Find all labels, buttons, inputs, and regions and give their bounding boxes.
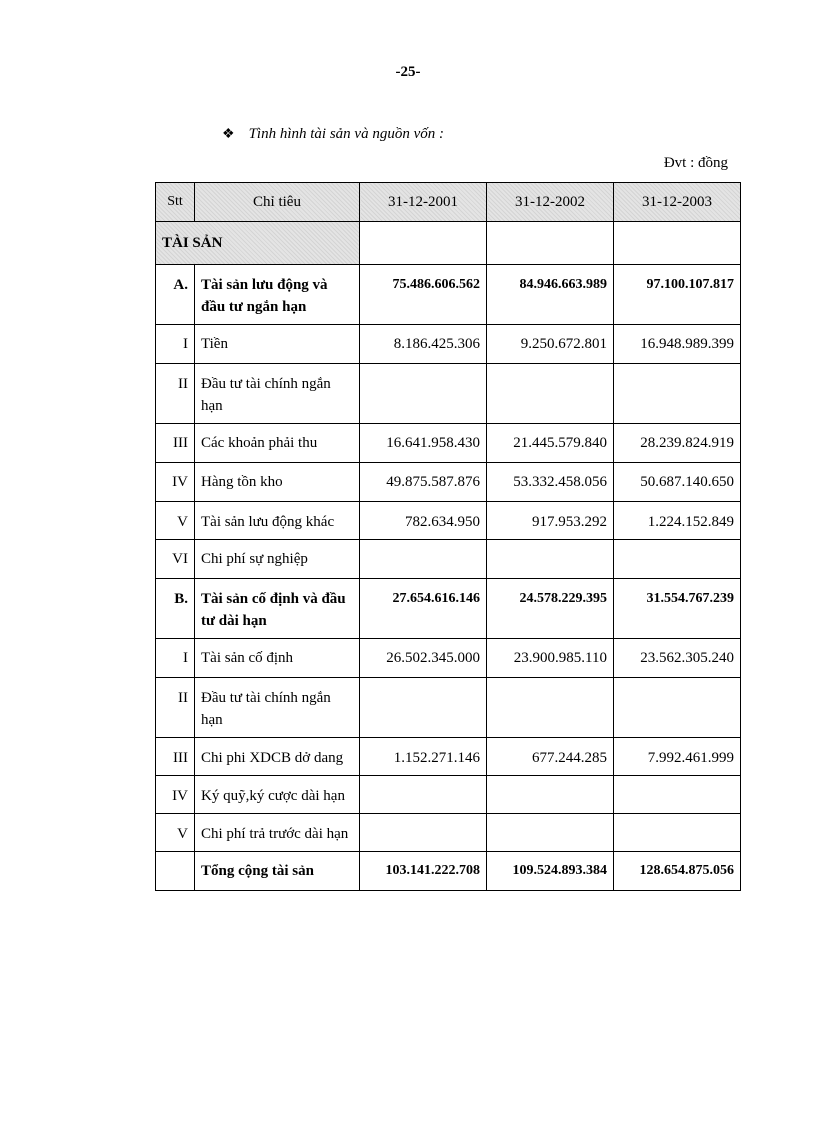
row-value-2001: 782.634.950: [360, 502, 487, 540]
row-value-2002: [487, 678, 614, 738]
row-value-2001: 103.141.222.708: [360, 852, 487, 891]
row-value-2001: 26.502.345.000: [360, 639, 487, 678]
row-name: Tài sản cố định và đầu tư dài hạn: [195, 579, 360, 639]
row-value-2003: 97.100.107.817: [614, 265, 741, 325]
row-stt: A.: [156, 265, 195, 325]
assets-table: [155, 182, 741, 891]
row-value-2002: [487, 540, 614, 579]
row-stt: II: [156, 364, 195, 424]
row-name: Tài sản lưu động và đầu tư ngắn hạn: [195, 265, 360, 325]
row-value-2001: 75.486.606.562: [360, 265, 487, 325]
row-value-2002: 917.953.292: [487, 502, 614, 540]
row-value-2003: [614, 540, 741, 579]
row-name: Ký quỹ,ký cược dài hạn: [195, 776, 360, 814]
table-row: [156, 325, 741, 364]
row-name: Hàng tồn kho: [195, 463, 360, 502]
total-row: [156, 852, 741, 891]
header-2003: 31-12-2003: [614, 183, 741, 222]
row-value-2001: [360, 364, 487, 424]
table-cell: [360, 222, 487, 265]
row-name: Tiền: [195, 325, 360, 364]
table-row: [156, 579, 741, 639]
row-stt: VI: [156, 540, 195, 579]
row-stt: I: [156, 325, 195, 364]
header-name: Chỉ tiêu: [195, 183, 360, 222]
section-title: Tình hình tài sản và nguồn vốn :: [248, 126, 444, 142]
row-name: Các khoản phải thu: [195, 424, 360, 463]
row-value-2003: 16.948.989.399: [614, 325, 741, 364]
unit-label: Đvt : đồng: [663, 155, 728, 171]
row-stt: IV: [156, 776, 195, 814]
row-name: Tài sản cố định: [195, 639, 360, 678]
row-value-2002: 21.445.579.840: [487, 424, 614, 463]
table-row: [156, 639, 741, 678]
row-value-2003: 50.687.140.650: [614, 463, 741, 502]
table-row: [156, 738, 741, 776]
page-number: -25-: [395, 64, 421, 80]
row-stt: II: [156, 678, 195, 738]
diamond-bullet-icon: ❖: [222, 127, 235, 142]
row-stt: B.: [156, 579, 195, 639]
row-value-2003: 1.224.152.849: [614, 502, 741, 540]
row-value-2001: 49.875.587.876: [360, 463, 487, 502]
row-value-2003: [614, 776, 741, 814]
row-value-2003: 23.562.305.240: [614, 639, 741, 678]
table-row: [156, 265, 741, 325]
row-value-2002: 677.244.285: [487, 738, 614, 776]
table-row: [156, 678, 741, 738]
row-value-2002: 9.250.672.801: [487, 325, 614, 364]
row-value-2003: 128.654.875.056: [614, 852, 741, 891]
row-value-2002: [487, 364, 614, 424]
row-name: Đầu tư tài chính ngắn hạn: [195, 678, 360, 738]
table-cell: [487, 222, 614, 265]
header-2001: 31-12-2001: [360, 183, 487, 222]
row-value-2002: 84.946.663.989: [487, 265, 614, 325]
row-value-2001: [360, 540, 487, 579]
table-row: [156, 540, 741, 579]
row-value-2003: 7.992.461.999: [614, 738, 741, 776]
table-row: [156, 364, 741, 424]
row-value-2001: 27.654.616.146: [360, 579, 487, 639]
row-value-2002: 109.524.893.384: [487, 852, 614, 891]
table-row: [156, 502, 741, 540]
row-value-2003: 31.554.767.239: [614, 579, 741, 639]
table-row: [156, 463, 741, 502]
row-stt: I: [156, 639, 195, 678]
row-stt: III: [156, 424, 195, 463]
row-name: Chi phí trả trước dài hạn: [195, 814, 360, 852]
table-cell: [614, 222, 741, 265]
row-name: Đầu tư tài chính ngắn hạn: [195, 364, 360, 424]
section-row: [156, 222, 741, 265]
row-stt: III: [156, 738, 195, 776]
row-value-2003: [614, 678, 741, 738]
row-value-2002: 23.900.985.110: [487, 639, 614, 678]
row-value-2003: 28.239.824.919: [614, 424, 741, 463]
header-stt: Stt: [156, 183, 195, 222]
row-name: Chi phi XDCB dở dang: [195, 738, 360, 776]
row-value-2002: 53.332.458.056: [487, 463, 614, 502]
row-name: Tổng cộng tài sản: [195, 852, 360, 891]
table-row: [156, 424, 741, 463]
row-value-2001: [360, 776, 487, 814]
row-value-2001: 1.152.271.146: [360, 738, 487, 776]
section-label: TÀI SẢN: [156, 222, 360, 265]
row-name: Tài sản lưu động khác: [195, 502, 360, 540]
table-row: [156, 814, 741, 852]
table-header-row: [156, 183, 741, 222]
row-value-2002: [487, 814, 614, 852]
row-value-2001: [360, 814, 487, 852]
row-value-2002: 24.578.229.395: [487, 579, 614, 639]
row-value-2001: 8.186.425.306: [360, 325, 487, 364]
table-row: [156, 776, 741, 814]
header-2002: 31-12-2002: [487, 183, 614, 222]
row-value-2003: [614, 814, 741, 852]
row-value-2003: [614, 364, 741, 424]
section-heading: [222, 126, 444, 143]
row-value-2002: [487, 776, 614, 814]
row-stt: V: [156, 814, 195, 852]
row-stt: V: [156, 502, 195, 540]
row-name: Chi phí sự nghiệp: [195, 540, 360, 579]
row-stt: [156, 852, 195, 891]
row-value-2001: [360, 678, 487, 738]
row-stt: IV: [156, 463, 195, 502]
row-value-2001: 16.641.958.430: [360, 424, 487, 463]
